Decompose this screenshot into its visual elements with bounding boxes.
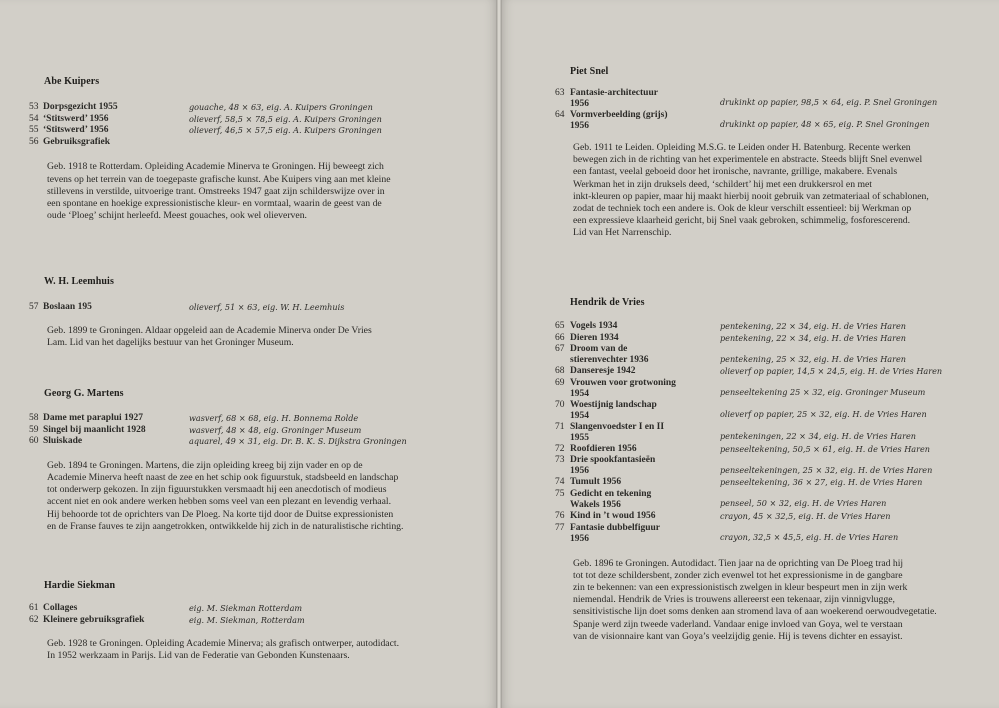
work-entry xyxy=(555,444,975,456)
bio-line: Geb. 1896 te Groningen. Autodidact. Tien jaar na de oprichting van De Ploeg trad hij xyxy=(573,557,904,569)
artist-section-abe-kuipers xyxy=(29,76,469,222)
bio-line: Spanje werd zijn tweede vaderland. Vandaar enige invloed van Goya, wel te verstaan xyxy=(573,618,903,630)
work-number: 64 xyxy=(555,110,565,120)
work-title-line: 1956 xyxy=(570,99,589,109)
work-number: 72 xyxy=(555,443,565,454)
bio-line: Geb. 1894 te Groningen. Martens, die zijn opleiding kreeg bij zijn vader en op de xyxy=(47,459,363,471)
work-title-line: Slangenvoedster I en II xyxy=(570,421,665,432)
bio-line: tot onderwerp gekozen. In zijn figuurstukken versmaadt hij een anecdotisch of modieus xyxy=(47,484,387,496)
work-number: 69 xyxy=(555,377,565,388)
work-title: Dame met paraplui 1927 xyxy=(43,413,144,423)
work-entry xyxy=(555,366,975,378)
artist-name: Abe Kuipers xyxy=(44,76,100,87)
artist-biography xyxy=(47,161,469,222)
work-entry xyxy=(29,137,469,149)
work-title-line: stierenvechter 1936 xyxy=(570,355,649,366)
works-list xyxy=(29,302,469,314)
work-entry xyxy=(29,125,469,137)
work-title: ‘Stitswerd’ 1956 xyxy=(43,113,109,124)
work-description: penseeltekeningen, 25 × 32, eig. H. de Vries Haren xyxy=(720,464,933,475)
work-number: 65 xyxy=(555,321,565,331)
bio-line: Lid van Het Narrenschip. xyxy=(573,227,672,239)
work-description: pentekening, 22 × 34, eig. H. de Vries Haren xyxy=(720,321,906,331)
works-list xyxy=(29,102,469,148)
work-number: 55 xyxy=(29,125,39,136)
work-title: Gebruiksgrafiek xyxy=(43,136,111,147)
bio-line: oude ‘Ploeg’ schijnt herleefd. Meest gouaches, ook wel olieverven. xyxy=(47,210,307,222)
work-title xyxy=(570,344,720,366)
artist-biography xyxy=(47,638,469,662)
work-entry xyxy=(29,615,469,627)
work-title xyxy=(570,422,720,444)
artist-section-piet-snel xyxy=(555,66,975,240)
artist-name: Georg G. Martens xyxy=(44,388,124,399)
work-entry xyxy=(555,422,975,444)
work-title: Kind in ’t woud 1956 xyxy=(570,510,656,521)
bio-line: In 1952 werkzaam in Parijs. Lid van de Federatie van Gebonden Kunstenaars. xyxy=(47,650,350,662)
works-list xyxy=(29,413,469,448)
bio-line: van de visionnaire kant van Goya’s veelzijdig genie. Hij is tevens dichter en essayist. xyxy=(573,630,903,642)
work-title-line: 1954 xyxy=(570,410,589,421)
works-list xyxy=(555,321,975,545)
work-title-line: Gedicht en tekening xyxy=(570,488,652,499)
work-description: wasverf, 68 × 68, eig. H. Bonnema Rolde xyxy=(189,413,359,423)
bio-line: Geb. 1911 te Leiden. Opleiding M.S.G. te Leiden onder H. Batenburg. Recente werken xyxy=(573,142,911,153)
work-description: gouache, 48 × 63, eig. A. Kuipers Groningen xyxy=(189,102,373,112)
work-description: pentekening, 25 × 32, eig. H. de Vries Haren xyxy=(720,353,906,364)
work-description: penseeltekening, 36 × 27, eig. H. de Vries Haren xyxy=(720,477,923,488)
work-title-line: Vormverbeelding (grijs) xyxy=(570,110,668,120)
artist-biography xyxy=(573,142,975,240)
work-description: eig. M. Siekman, Rotterdam xyxy=(189,614,305,625)
work-entry xyxy=(29,436,469,448)
work-description: olieverf op papier, 14,5 × 24,5, eig. H. de Vries Haren xyxy=(720,366,943,377)
work-title-line: 1954 xyxy=(570,388,589,399)
bio-line: bewegen zich in de richting van het experimentele en abstracte. Steeds blijft Snel evenwel xyxy=(573,154,923,166)
bio-line: Geb. 1928 te Groningen. Opleiding Academie Minerva; als grafisch ontwerper, autodidact. xyxy=(47,638,400,650)
work-number: 59 xyxy=(29,424,39,435)
work-number: 71 xyxy=(555,421,565,432)
work-description: olieverf op papier, 25 × 32, eig. H. de Vries Haren xyxy=(720,409,927,420)
work-title: Roofdieren 1956 xyxy=(570,443,637,454)
work-title xyxy=(570,400,720,422)
work-title xyxy=(570,489,720,511)
work-entry xyxy=(29,425,469,437)
bio-line: een spontane en hoekige expressionistische kleur- en vormtaal, waarin de geest van de xyxy=(47,197,382,209)
work-title-line: Drie spookfantasieën xyxy=(570,455,656,466)
artist-name: W. H. Leemhuis xyxy=(44,276,114,287)
work-description: drukinkt op papier, 48 × 65, eig. P. Snel Groningen xyxy=(720,119,930,130)
work-number: 57 xyxy=(29,302,39,312)
artist-biography xyxy=(573,558,975,643)
artist-section-leemhuis xyxy=(29,276,469,349)
bio-line: sensitivistische lijn doet soms denken aan stromend lava of aan woekerend oerwoudvegetatie. xyxy=(573,606,937,618)
work-title-line: Droom van de xyxy=(570,344,628,355)
work-number: 66 xyxy=(555,332,565,343)
works-list xyxy=(29,603,469,626)
work-number: 60 xyxy=(29,436,39,447)
work-entry xyxy=(555,523,975,545)
work-title-line: Woestijnig landschap xyxy=(570,399,657,410)
bio-line: Geb. 1899 te Groningen. Aldaar opgeleid aan de Academie Minerva onder De Vries xyxy=(47,324,372,336)
work-entry xyxy=(555,378,975,400)
work-description: olieverf, 58,5 × 78,5 eig. A. Kuipers Groningen xyxy=(189,113,382,124)
work-title: Singel bij maanlicht 1928 xyxy=(43,424,146,435)
work-entry xyxy=(555,400,975,422)
work-entry xyxy=(29,114,469,126)
artist-section-siekman xyxy=(29,580,469,663)
work-number: 75 xyxy=(555,488,565,499)
work-description: drukinkt op papier, 98,5 × 64, eig. P. Snel Groningen xyxy=(720,97,938,108)
work-number: 67 xyxy=(555,344,565,355)
work-description: penseeltekening 25 × 32, eig. Groninger Museum xyxy=(720,387,926,398)
work-number: 74 xyxy=(555,477,565,488)
artist-section-martens xyxy=(29,388,469,533)
bio-line: en de Franse fauves te zijn aangetrokken, ontwikkelde hij zich in de naturalistische richting. xyxy=(47,520,404,532)
work-number: 54 xyxy=(29,113,39,124)
work-title: Dieren 1934 xyxy=(570,332,619,343)
work-number: 73 xyxy=(555,455,565,466)
work-number: 76 xyxy=(555,510,565,521)
work-title-line: 1955 xyxy=(570,432,589,443)
work-title: Dorpsgezicht 1955 xyxy=(43,102,118,112)
work-entry xyxy=(555,333,975,345)
work-entry xyxy=(29,413,469,425)
work-title-line: Fantasie-architectuur xyxy=(570,88,658,98)
bio-line: stillevens in verstilde, uitvoerige trant. Omstreeks 1947 gaat zijn schilderswijze over in xyxy=(47,185,385,197)
artist-biography xyxy=(47,325,469,349)
works-list xyxy=(555,88,975,132)
work-number: 56 xyxy=(29,136,39,147)
work-description: pentekeningen, 22 × 34, eig. H. de Vries Haren xyxy=(720,431,916,442)
work-title-line: Fantasie dubbelfiguur xyxy=(570,522,661,533)
work-title-line: Wakels 1956 xyxy=(570,499,621,510)
artist-name: Hendrik de Vries xyxy=(570,297,645,308)
work-description: pentekening, 22 × 34, eig. H. de Vries Haren xyxy=(720,332,906,343)
work-entry xyxy=(555,477,975,489)
bio-line: een expressieve klaarheid gericht, bij Snel vaak gebroken, schimmelig, fosforescerend. xyxy=(573,215,911,227)
bio-line: zin te bekennen: van een expressionistisch zwelgen in kleur bespeurt men in zijn werk xyxy=(573,581,908,593)
work-title: Danseresje 1942 xyxy=(570,366,636,377)
bio-line: inkt-kleuren op papier, maar hij maakt hierbij nooit gebruik van zetmateriaal of schablonen, xyxy=(573,190,929,202)
work-number: 77 xyxy=(555,522,565,533)
book-spine xyxy=(496,0,502,708)
work-title: Vogels 1934 xyxy=(570,321,618,331)
work-entry xyxy=(555,88,975,110)
bio-line: accent niet en ook andere werken hebben soms veel van een plezant en levendig verhaal. xyxy=(47,496,392,508)
bio-line: Geb. 1918 te Rotterdam. Opleiding Academie Minerva te Groningen. Hij beweegt zich xyxy=(47,161,384,173)
artist-biography xyxy=(47,460,469,533)
work-title xyxy=(570,88,720,110)
work-title: Collages xyxy=(43,603,78,613)
work-title-line: 1956 xyxy=(570,121,589,131)
bio-line: zodat de techniek toch een andere is. Ook de kleur verschilt essentieel: bij Werkman op xyxy=(573,203,912,215)
work-title xyxy=(570,378,720,400)
bio-line: tot tot deze schildersbent, zonder zich evenwel tot het expressionisme in de gangbare xyxy=(573,569,903,581)
work-entry xyxy=(29,603,469,615)
work-title xyxy=(570,110,720,132)
bio-line: Werkman het in zijn druksels deed, ‘schildert’ hij met een drukkersrol en met xyxy=(573,178,872,190)
work-entry xyxy=(555,321,975,333)
work-title: Boslaan 195 xyxy=(43,302,92,312)
work-title: Kleinere gebruiksgrafiek xyxy=(43,614,145,625)
work-entry xyxy=(555,455,975,477)
work-entry xyxy=(29,102,469,114)
work-entry xyxy=(555,489,975,511)
work-description: crayon, 32,5 × 45,5, eig. H. de Vries Haren xyxy=(720,531,899,542)
work-number: 62 xyxy=(29,614,39,625)
work-number: 70 xyxy=(555,399,565,410)
work-title: Sluiskade xyxy=(43,436,83,447)
work-title xyxy=(570,523,720,545)
work-description: eig. M. Siekman Rotterdam xyxy=(189,603,303,613)
work-title: ‘Stitswerd’ 1956 xyxy=(43,125,109,136)
bio-line: Lam. Lid van het dagelijks bestuur van het Groninger Museum. xyxy=(47,336,294,348)
work-entry xyxy=(555,511,975,523)
bio-line: Hij behoorde tot de oprichters van De Ploeg. Na korte tijd door de Duitse expressionisten xyxy=(47,508,394,520)
work-number: 58 xyxy=(29,413,39,423)
work-number: 63 xyxy=(555,88,565,98)
work-description: wasverf, 48 × 48, eig. Groninger Museum xyxy=(189,424,362,435)
work-description: penseel, 50 × 32, eig. H. de Vries Haren xyxy=(720,498,887,509)
artist-section-hendrik-de-vries xyxy=(555,297,975,643)
work-title-line: 1956 xyxy=(570,533,589,544)
work-description: penseeltekening, 50,5 × 61, eig. H. de Vries Haren xyxy=(720,443,931,454)
bio-line: niemendal. Hendrik de Vries is trouwens allereerst een tekenaar, zijn vinnigvlugge, xyxy=(573,594,895,606)
work-number: 53 xyxy=(29,102,39,112)
artist-name: Piet Snel xyxy=(570,66,609,77)
work-number: 61 xyxy=(29,603,39,613)
work-title: Tumult 1956 xyxy=(570,477,622,488)
work-number: 68 xyxy=(555,366,565,377)
work-entry xyxy=(29,302,469,314)
bio-line: een fantast, veelal geboeid door het ironische, navrante, grillige, makabere. Evenals xyxy=(573,166,898,178)
artist-name: Hardie Siekman xyxy=(44,580,116,591)
work-description: olieverf, 51 × 63, eig. W. H. Leemhuis xyxy=(189,302,345,312)
work-entry xyxy=(555,344,975,366)
bio-line: Academie Minerva heeft naast de zee en het schip ook figuurstuk, stadsbeeld en landschap xyxy=(47,471,399,483)
work-entry xyxy=(555,110,975,132)
work-description: olieverf, 46,5 × 57,5 eig. A. Kuipers Groningen xyxy=(189,125,382,136)
bio-line: tevens op het terrein van de toegepaste grafische kunst. Abe Kuipers ving aan met kleine xyxy=(47,173,391,185)
work-title xyxy=(570,455,720,477)
work-title-line: 1956 xyxy=(570,466,589,477)
work-title-line: Vrouwen voor grotwoning xyxy=(570,377,676,388)
work-description: crayon, 45 × 32,5, eig. H. de Vries Haren xyxy=(720,510,891,521)
work-description: aquarel, 49 × 31, eig. Dr. B. K. S. Dijkstra Groningen xyxy=(189,436,407,447)
